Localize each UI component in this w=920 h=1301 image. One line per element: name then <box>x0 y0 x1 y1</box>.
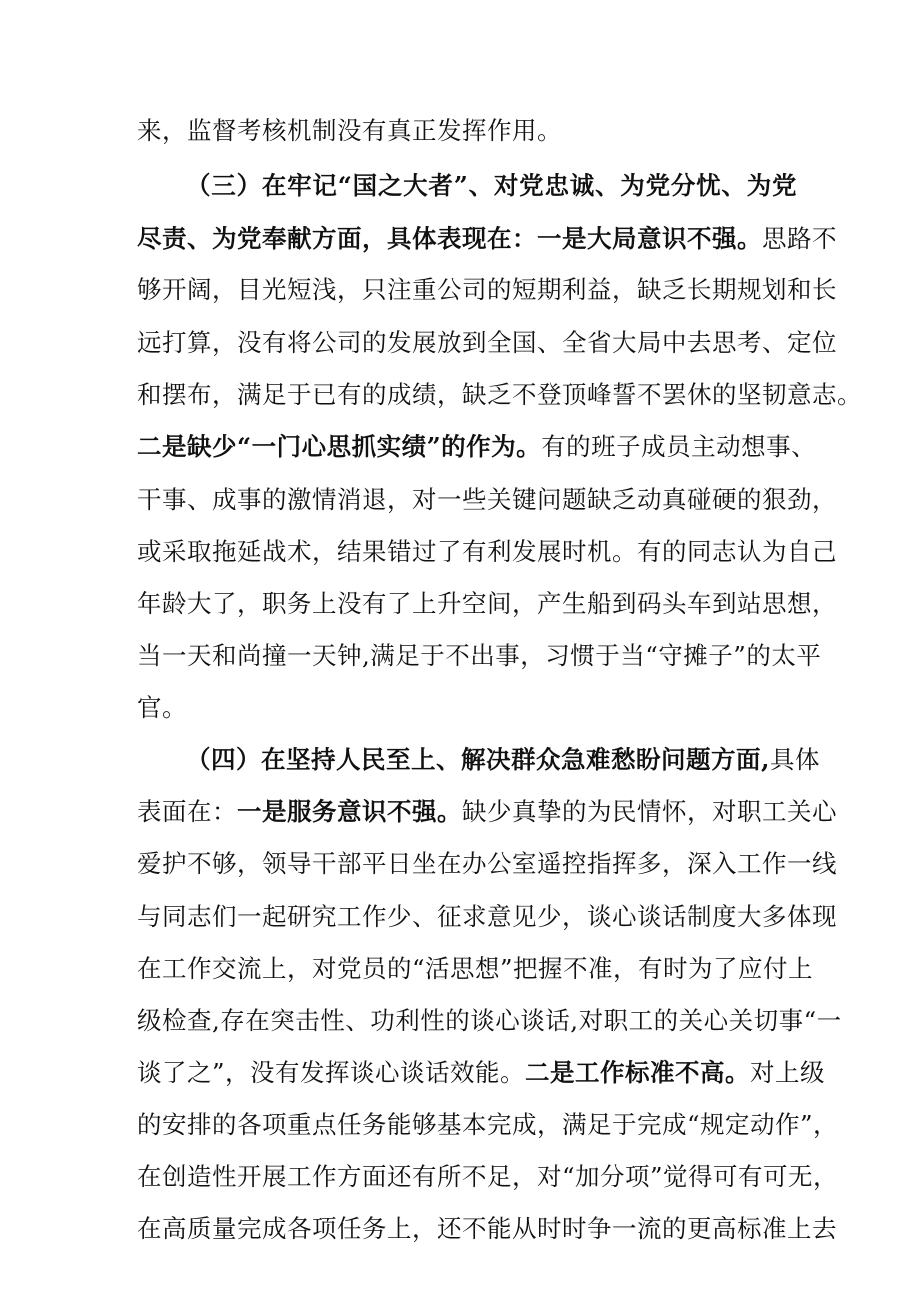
paragraph-line: 干事、成事的激情消退，对一些关键问题缺乏动真碰硬的狠劲， <box>137 485 837 514</box>
bold-text: （四）在坚持人民至上、解决群众急难愁盼问题方面, <box>186 745 771 774</box>
paragraph-line: 谈了之”，没有发挥谈心谈话效能。二是工作标准不高。对上级 <box>137 1058 826 1087</box>
paragraph-line: 当一天和尚撞一天钟,满足于不出事，习惯于当“守摊子”的太平 <box>137 641 822 670</box>
paragraph-line: 来，监督考核机制没有真正发挥作用。 <box>137 116 562 145</box>
paragraph-line: 与同志们一起研究工作少、征求意见少，谈心谈话制度大多体现 <box>137 902 837 931</box>
paragraph-line: 和摆布，满足于已有的成绩，缺乏不登顶峰誓不罢休的坚韧意志。 <box>137 380 862 409</box>
paragraph-line: 够开阔，目光短浅，只注重公司的短期利益，缺乏长期规划和长 <box>137 275 837 304</box>
bold-text: 一是服务意识不强。 <box>237 797 462 826</box>
paragraph-line: 的安排的各项重点任务能够基本完成，满足于完成“规定动作”， <box>137 1110 839 1139</box>
paragraph-line: 远打算，没有将公司的发展放到全国、全省大局中去思考、定位 <box>137 328 837 357</box>
paragraph-line: 官。 <box>137 693 187 722</box>
paragraph-line: 二是缺少“一门心思抓实绩”的作为。有的班子成员主动想事、 <box>137 432 817 461</box>
paragraph-line: 在创造性开展工作方面还有所不足，对“加分项”觉得可有可无， <box>137 1162 839 1191</box>
paragraph-line: 或采取拖延战术，结果错过了有利发展时机。有的同志认为自己 <box>137 537 837 566</box>
paragraph-line: 表面在：一是服务意识不强。缺少真挚的为民情怀，对职工关心 <box>137 797 837 826</box>
bold-text: 二是缺少“一门心思抓实绩”的作为。 <box>137 432 542 461</box>
paragraph-line: 在高质量完成各项任务上，还不能从时时争一流的更高标准上去 <box>137 1214 837 1243</box>
bold-text: 尽责、为党奉献方面，具体表现在：一是大局意识不强。 <box>137 224 762 253</box>
section-heading-four: （四）在坚持人民至上、解决群众急难愁盼问题方面,具体 <box>186 745 821 774</box>
paragraph-line: 尽责、为党奉献方面，具体表现在：一是大局意识不强。思路不 <box>137 224 837 253</box>
section-heading-three: （三）在牢记“国之大者”、对党忠诚、为党分忧、为党 <box>186 171 797 200</box>
paragraph-line: 级检查,存在突击性、功利性的谈心谈话,对职工的关心关切事“一 <box>137 1006 842 1035</box>
paragraph-line: 年龄大了，职务上没有了上升空间，产生船到码头车到站思想， <box>137 589 837 618</box>
paragraph-line: 爱护不够，领导干部平日坐在办公室遥控指挥多，深入工作一线 <box>137 849 837 878</box>
bold-text: 二是工作标准不高。 <box>525 1058 751 1087</box>
paragraph-line: 在工作交流上，对党员的“活思想”把握不准，有时为了应付上 <box>137 954 814 983</box>
